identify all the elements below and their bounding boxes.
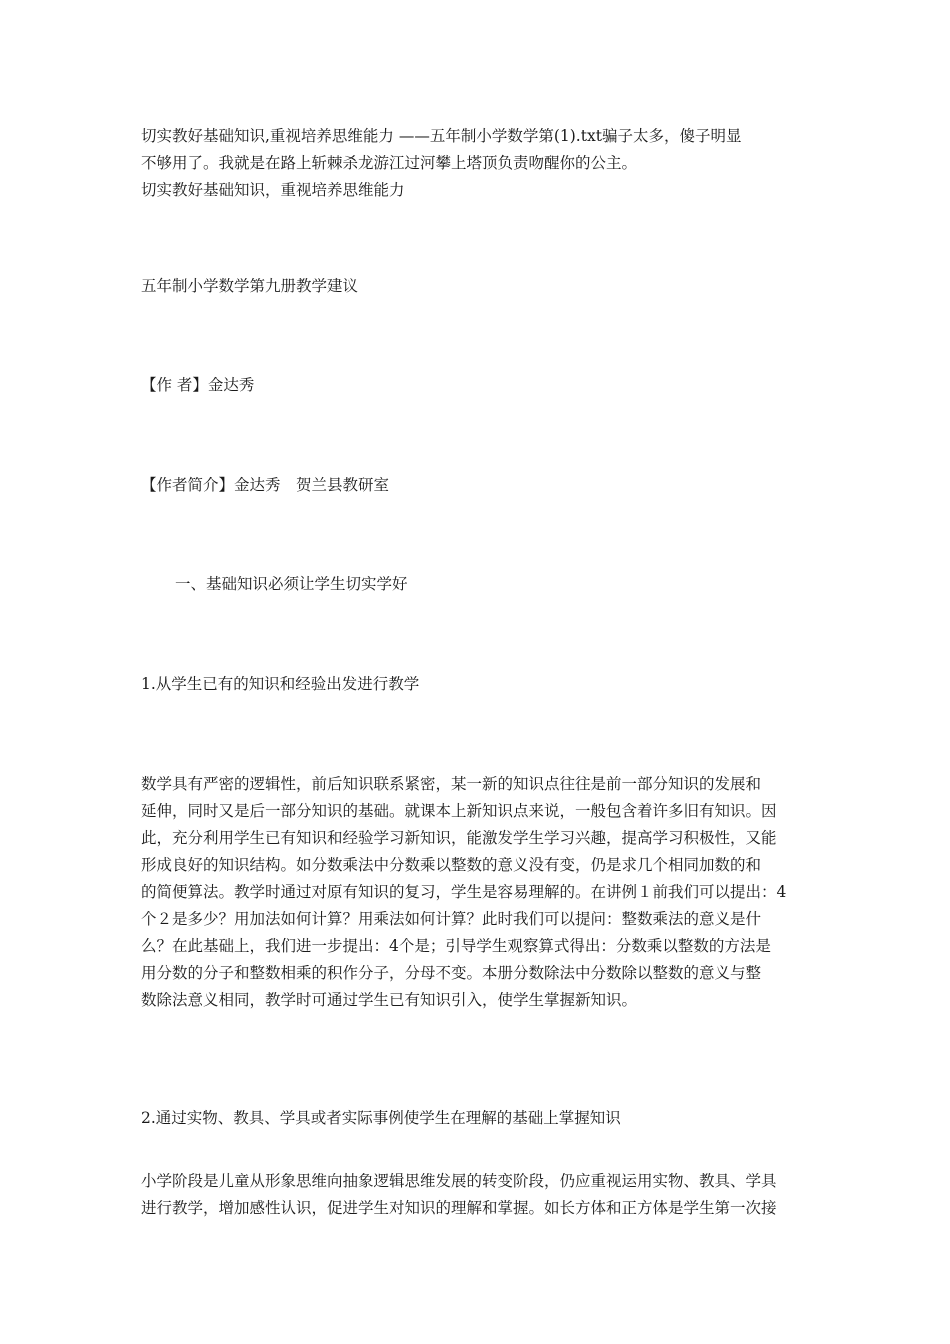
author-intro-line: 【作者简介】金达秀 贺兰县教研室: [141, 476, 390, 494]
header-title: 切实教好基础知识，重视培养思维能力: [141, 181, 405, 199]
paragraph-line: 此，充分利用学生已有知识和经验学习新知识，能激发学生学习兴趣，提高学习积极性，又能: [141, 829, 777, 847]
document-subtitle: 五年制小学数学第九册教学建议: [141, 277, 359, 295]
paragraph-line: 用分数的分子和整数相乘的积作分子，分母不变。本册分数除法中分数除以整数的意义与整: [141, 964, 762, 982]
paragraph-line: 个２是多少？用加法如何计算？用乘法如何计算？此时我们可以提问：整数乘法的意义是什: [141, 910, 762, 928]
author-line: 【作 者】金达秀: [141, 376, 255, 394]
paragraph-line: 延伸，同时又是后一部分知识的基础。就课本上新知识点来说，一般包含着许多旧有知识。因: [141, 802, 777, 820]
paragraph-line: 数除法意义相同，教学时可通过学生已有知识引入，使学生掌握新知识。: [141, 991, 638, 1009]
header-line-1: 切实教好基础知识,重视培养思维能力 ——五年制小学数学第(1).txt骗子太多，傻子明显: [141, 127, 742, 145]
item-1-heading: 1.从学生已有的知识和经验出发进行教学: [141, 675, 420, 693]
item-1-paragraph: [141, 771, 813, 1014]
section-heading: 一、基础知识必须让学生切实学好: [175, 575, 408, 593]
item-2-heading: 2.通过实物、教具、学具或者实际事例使学生在理解的基础上掌握知识: [141, 1109, 621, 1127]
paragraph-line: 数学具有严密的逻辑性，前后知识联系紧密，某一新的知识点往往是前一部分知识的发展和: [141, 775, 762, 793]
item-2-paragraph: [141, 1168, 813, 1222]
paragraph-line: 么？在此基础上，我们进一步提出：4个是；引导学生观察算式得出：分数乘以整数的方法是: [141, 937, 771, 955]
paragraph-line: 进行教学，增加感性认识，促进学生对知识的理解和掌握。如长方体和正方体是学生第一次接: [141, 1199, 777, 1217]
paragraph-line: 形成良好的知识结构。如分数乘法中分数乘以整数的意义没有变，仍是求几个相同加数的和: [141, 856, 762, 874]
paragraph-line: 小学阶段是儿童从形象思维向抽象逻辑思维发展的转变阶段，仍应重视运用实物、教具、学具: [141, 1172, 777, 1190]
paragraph-line: 的简便算法。教学时通过对原有知识的复习，学生是容易理解的。在讲例１前我们可以提出：4: [141, 883, 787, 901]
header-line-2: 不够用了。我就是在路上斩棘杀龙游江过河攀上塔顶负责吻醒你的公主。: [141, 154, 638, 172]
